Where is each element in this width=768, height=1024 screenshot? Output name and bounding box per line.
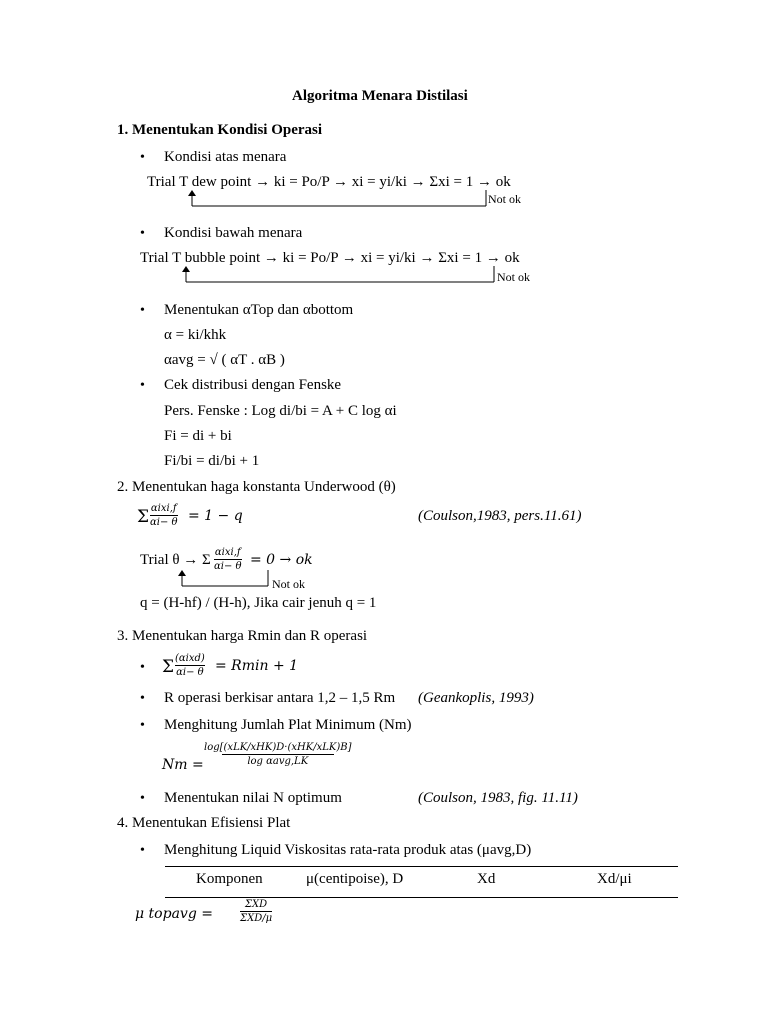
bubble-loop-arrow [180, 266, 500, 286]
bullet-icon: • [140, 691, 145, 706]
table-header-xd-mu: Xd/μi [597, 871, 632, 887]
table-header-xd: Xd [477, 871, 496, 887]
text-cek-fenske: Cek distribusi dengan Fenske [164, 377, 342, 393]
mu-top-fraction: ΣXD ΣXD/μ [240, 899, 273, 924]
sigma-symbol: Σ [137, 507, 150, 527]
fibi-equation: Fi/bi = di/bi + 1 [164, 453, 260, 469]
text-plat-minimum: Menghitung Jumlah Plat Minimum (Nm) [164, 717, 412, 733]
rmin-fraction: (αixd) αi− θ [175, 653, 205, 678]
ref-coulson-1: (Coulson,1983, pers.11.61) [418, 508, 582, 524]
nm-fraction: log[(xLK/xHK)D·(xHK/xLK)B] log αavg,LK [204, 742, 352, 767]
theta-loop-arrow [176, 570, 276, 592]
text-kondisi-bawah: Kondisi bawah menara [164, 225, 303, 241]
rmin-rhs: = Rmin + 1 [215, 658, 299, 674]
bullet-icon: • [140, 843, 145, 858]
text-n-optimum: Menentukan nilai N optimum [164, 790, 342, 806]
fenske-equation: Pers. Fenske : Log di/bi = A + C log αi [164, 403, 397, 419]
text-liquid-viskositas: Menghitung Liquid Viskositas rata-rata produk atas (μavg,D) [164, 842, 532, 858]
dew-loop-arrow [186, 190, 496, 210]
bubble-point-line: Trial T bubble point → ki = Po/P → xi = yi/ki → Σxi = 1 → ok [140, 250, 520, 266]
mu-top-lhs: μ topavg = [135, 906, 213, 922]
alpha-equation: α = ki/khk [164, 327, 227, 343]
page-title: Algoritma Menara Distilasi [292, 88, 468, 104]
table-header-mu: μ(centipoise), D [306, 871, 404, 887]
bullet-icon: • [140, 791, 145, 806]
not-ok-label-2: Not ok [497, 270, 530, 284]
nm-lhs: Nm = [162, 757, 204, 773]
bullet-icon: • [140, 150, 145, 165]
trial-theta-prefix: Trial θ → Σ [140, 552, 211, 568]
sigma-symbol: Σ [162, 657, 175, 677]
ref-geankoplis: (Geankoplis, 1993) [418, 690, 534, 706]
trial-rhs: = 0 → ok [250, 552, 313, 568]
ref-coulson-2: (Coulson, 1983, fig. 11.11) [418, 790, 578, 806]
q-equation: q = (H-hf) / (H-h), Jika cair jenuh q = 1 [140, 595, 377, 611]
dew-point-line: Trial T dew point → ki = Po/P → xi = yi/ki → Σxi = 1 → ok [147, 174, 511, 190]
text-kondisi-atas: Kondisi atas menara [164, 149, 287, 165]
text-alpha-top-bottom: Menentukan αTop dan αbottom [164, 302, 354, 318]
not-ok-label-1: Not ok [488, 192, 521, 206]
text-r-operasi: R operasi berkisar antara 1,2 – 1,5 Rm [164, 690, 396, 706]
bullet-icon: • [140, 378, 145, 393]
alpha-avg-equation: αavg = √ ( αT . αB ) [164, 352, 285, 368]
fi-equation: Fi = di + bi [164, 428, 232, 444]
section-3-heading: 3. Menentukan harga Rmin dan R operasi [117, 628, 368, 644]
underwood-rhs: = 1 − q [188, 508, 243, 524]
section-1-heading: 1. Menentukan Kondisi Operasi [117, 122, 323, 138]
table-header-komponen: Komponen [196, 871, 263, 887]
section-4-heading: 4. Menentukan Efisiensi Plat [117, 815, 291, 831]
trial-fraction: αixi,f αi− θ [214, 547, 242, 572]
table-header-rule [165, 897, 678, 898]
not-ok-label-3: Not ok [272, 577, 305, 591]
underwood-fraction: αixi,f αi− θ [150, 503, 178, 528]
bullet-icon: • [140, 660, 145, 675]
bullet-icon: • [140, 718, 145, 733]
bullet-icon: • [140, 303, 145, 318]
bullet-icon: • [140, 226, 145, 241]
table-top-rule [165, 866, 678, 867]
section-2-heading: 2. Menentukan haga konstanta Underwood (θ) [117, 479, 396, 495]
